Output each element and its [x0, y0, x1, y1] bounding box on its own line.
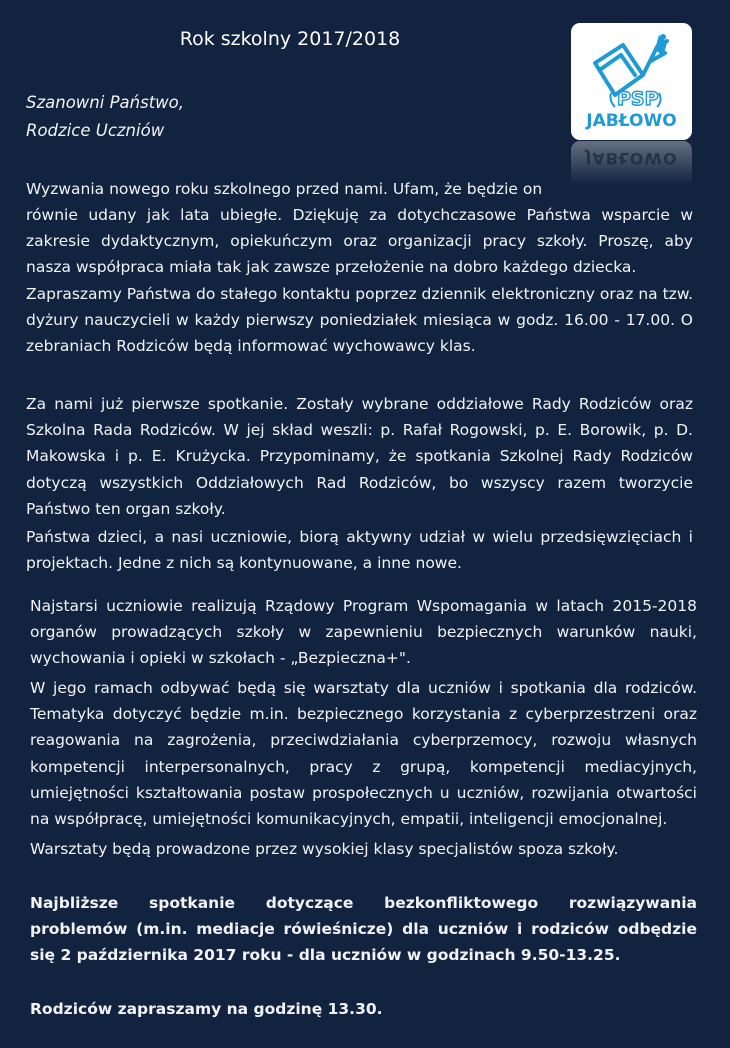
page-title: Rok szkolny 2017/2018: [179, 28, 401, 50]
logo-reflection-text: JABŁOWO: [585, 149, 678, 168]
paragraph-workshops: W jego ramach odbywać będą się warsztaty dla uczniów i spotkania dla rodziców. Tematyka dotyczyć będzie m.in. bezpiecznego korzystania z cyberprzestrzeni oraz reagowania na zagrożenia, przeciwdziałania cyberprzemocy, rozwoju własnych kompetencji interpersonalnych, pracy z grupą, kompetencji mediacyjnych, umiejętności kształtowania postaw prospołecznych u uczniów, rozwijania otwartości na współpracę, umiejętności komunikacyjnych, empatii, inteligencji emocjonalnej.: [30, 679, 697, 829]
paragraph-meeting: Za nami już pierwsze spotkanie. Zostały wybrane oddziałowe Rady Rodziców oraz Szkolna Rada Rodziców. W jej skład weszli: p. Rafał Rogowski, p. E. Borowik, p. D. Makowska i p. E. Krużycka. Przypominamy, że spotkania Szkolnej Rady Rodziców dotyczą wszystkich Oddziałowych Rad Rodziców, bo wszyscy razem tworzycie Państwo ten organ szkoły.: [26, 395, 693, 518]
paragraph-contact: Zapraszamy Państwa do stałego kontaktu poprzez dziennik elektroniczny oraz na tzw. dyżury nauczycieli w każdy pierwszy poniedziałek miesiąca w godz. 16.00 - 17.00. O zebraniach Rodziców będą informować wychowawcy klas.: [26, 285, 693, 356]
logo-pen-book-icon: [571, 23, 692, 140]
paragraph-next-meeting: Najbliższe spotkanie dotyczące bezkonfliktowego rozwiązywania problemów (m.in. mediacje rówieśnicze) dla uczniów i rodziców odbędzie się 2 października 2017 roku - dla uczniów w godzinach 9.50-13.25.: [30, 894, 697, 965]
logo-top-text: PSP: [617, 88, 659, 110]
school-logo: [571, 23, 692, 183]
paragraph-specialists: Warsztaty będą prowadzone przez wysokiej klasy specjalistów spoza szkoły.: [30, 840, 619, 858]
paragraph-intro-continued: równie udany jak lata ubiegłe. Dziękuję za dotychczasowe Państwa wsparcie w zakresie dydaktycznym, opiekuńczym oraz organizacji pracy szkoły. Proszę, aby nasza współpraca miała tak jak zawsze przełożenie na dobro każdego dziecka.: [26, 206, 693, 277]
greeting: [26, 89, 426, 145]
paragraph-intro: Wyzwania nowego roku szkolnego przed nami. Ufam, że będzie on: [26, 180, 543, 198]
paragraph-parents-invite: Rodziców zapraszamy na godzinę 13.30.: [30, 1000, 383, 1018]
greeting-line-2: Rodzice Uczniów: [26, 121, 165, 140]
logo-reflection: [571, 141, 692, 185]
paragraph-program: Najstarsi uczniowie realizują Rządowy Program Wspomagania w latach 2015-2018 organów prowadzących szkoły w zapewnieniu bezpiecznych warunków nauki, wychowania i opieki w szkołach - „Bezpieczna+".: [30, 597, 697, 668]
logo-badge: [571, 23, 692, 140]
logo-bottom-text: JABŁOWO: [586, 111, 677, 131]
greeting-line-1: Szanowni Państwo,: [26, 93, 184, 112]
paragraph-projects: Państwa dzieci, a nasi uczniowie, biorą aktywny udział w wielu przedsięwzięciach i projektach. Jedne z nich są kontynuowane, a inne nowe.: [26, 528, 693, 573]
